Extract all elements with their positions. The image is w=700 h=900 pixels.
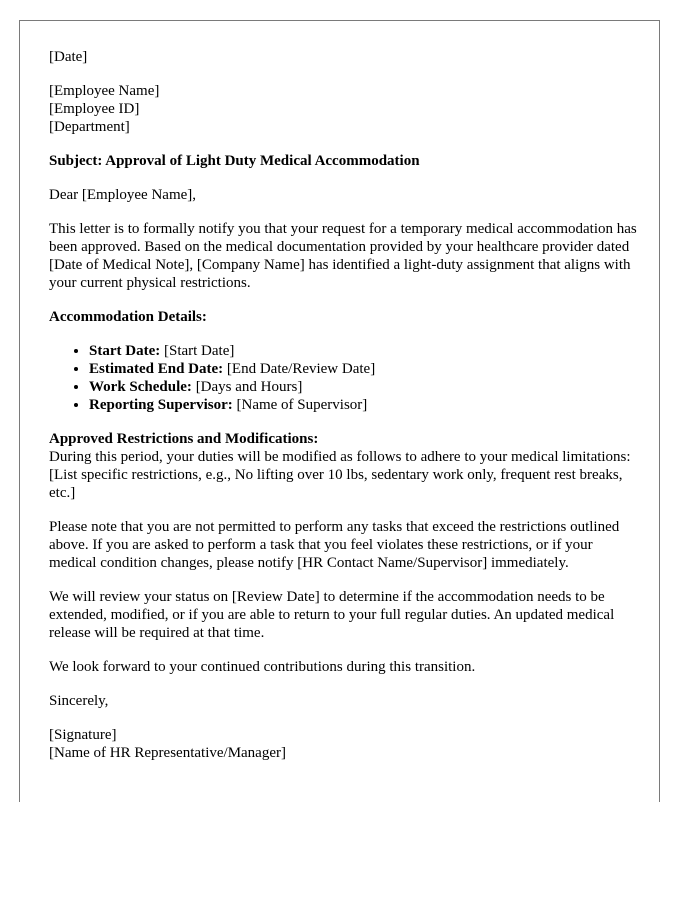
detail-value: [Days and Hours]	[191, 379, 303, 395]
signature: [Signature]	[49, 727, 117, 743]
restrictions-section	[49, 430, 639, 502]
detail-label: Reporting Supervisor:	[89, 397, 233, 413]
signoff: Sincerely,	[49, 693, 109, 709]
details-list	[49, 342, 639, 414]
detail-value: [Name of Supervisor]	[232, 397, 368, 413]
intro-paragraph: This letter is to formally notify you that your request for a temporary medical accommodation has been approved. Based on the medical documentation provided by your healthcare provider dated [Date of Medical Note], [Company Name] has identified a light-duty assignment that aligns with your current physical restrictions.	[49, 221, 637, 291]
recipient-name: [Employee Name]	[49, 83, 160, 99]
detail-label: Work Schedule:	[89, 379, 192, 395]
signature-block	[49, 726, 639, 762]
detail-end-date	[89, 360, 639, 378]
salutation: Dear [Employee Name],	[49, 187, 197, 203]
restrictions-list: [List specific restrictions, e.g., No lifting over 10 lbs, sedentary work only, frequent rest breaks, etc.]	[49, 467, 623, 501]
note-paragraph: Please note that you are not permitted to perform any tasks that exceed the restrictions outlined above. If you are asked to perform a task that you feel violates these restrictions, or if your medical condition changes, please notify [HR Contact Name/Supervisor] immediately.	[49, 519, 620, 571]
recipient-id: [Employee ID]	[49, 101, 140, 117]
closing-line: We look forward to your continued contributions during this transition.	[49, 659, 476, 675]
detail-start-date	[89, 342, 639, 360]
recipient-department: [Department]	[49, 119, 130, 135]
detail-label: Start Date:	[89, 343, 161, 359]
review-paragraph: We will review your status on [Review Date] to determine if the accommodation needs to be extended, modified, or if you are able to return to your full regular duties. An updated medical release will be required at that time.	[49, 589, 615, 641]
detail-reporting-supervisor	[89, 396, 639, 414]
letter-date: [Date]	[49, 49, 88, 65]
letter-page	[19, 20, 660, 802]
details-heading: Accommodation Details:	[49, 309, 207, 325]
detail-value: [End Date/Review Date]	[223, 361, 376, 377]
letter-subject: Subject: Approval of Light Duty Medical Accommodation	[49, 153, 420, 169]
detail-label: Estimated End Date:	[89, 361, 224, 377]
restrictions-heading: Approved Restrictions and Modifications:	[49, 431, 319, 447]
recipient-block	[49, 82, 639, 136]
detail-value: [Start Date]	[160, 343, 235, 359]
restrictions-text: During this period, your duties will be modified as follows to adhere to your medical limitations:	[49, 449, 631, 465]
letter-body	[49, 48, 639, 762]
detail-work-schedule	[89, 378, 639, 396]
signer-name: [Name of HR Representative/Manager]	[49, 745, 286, 761]
